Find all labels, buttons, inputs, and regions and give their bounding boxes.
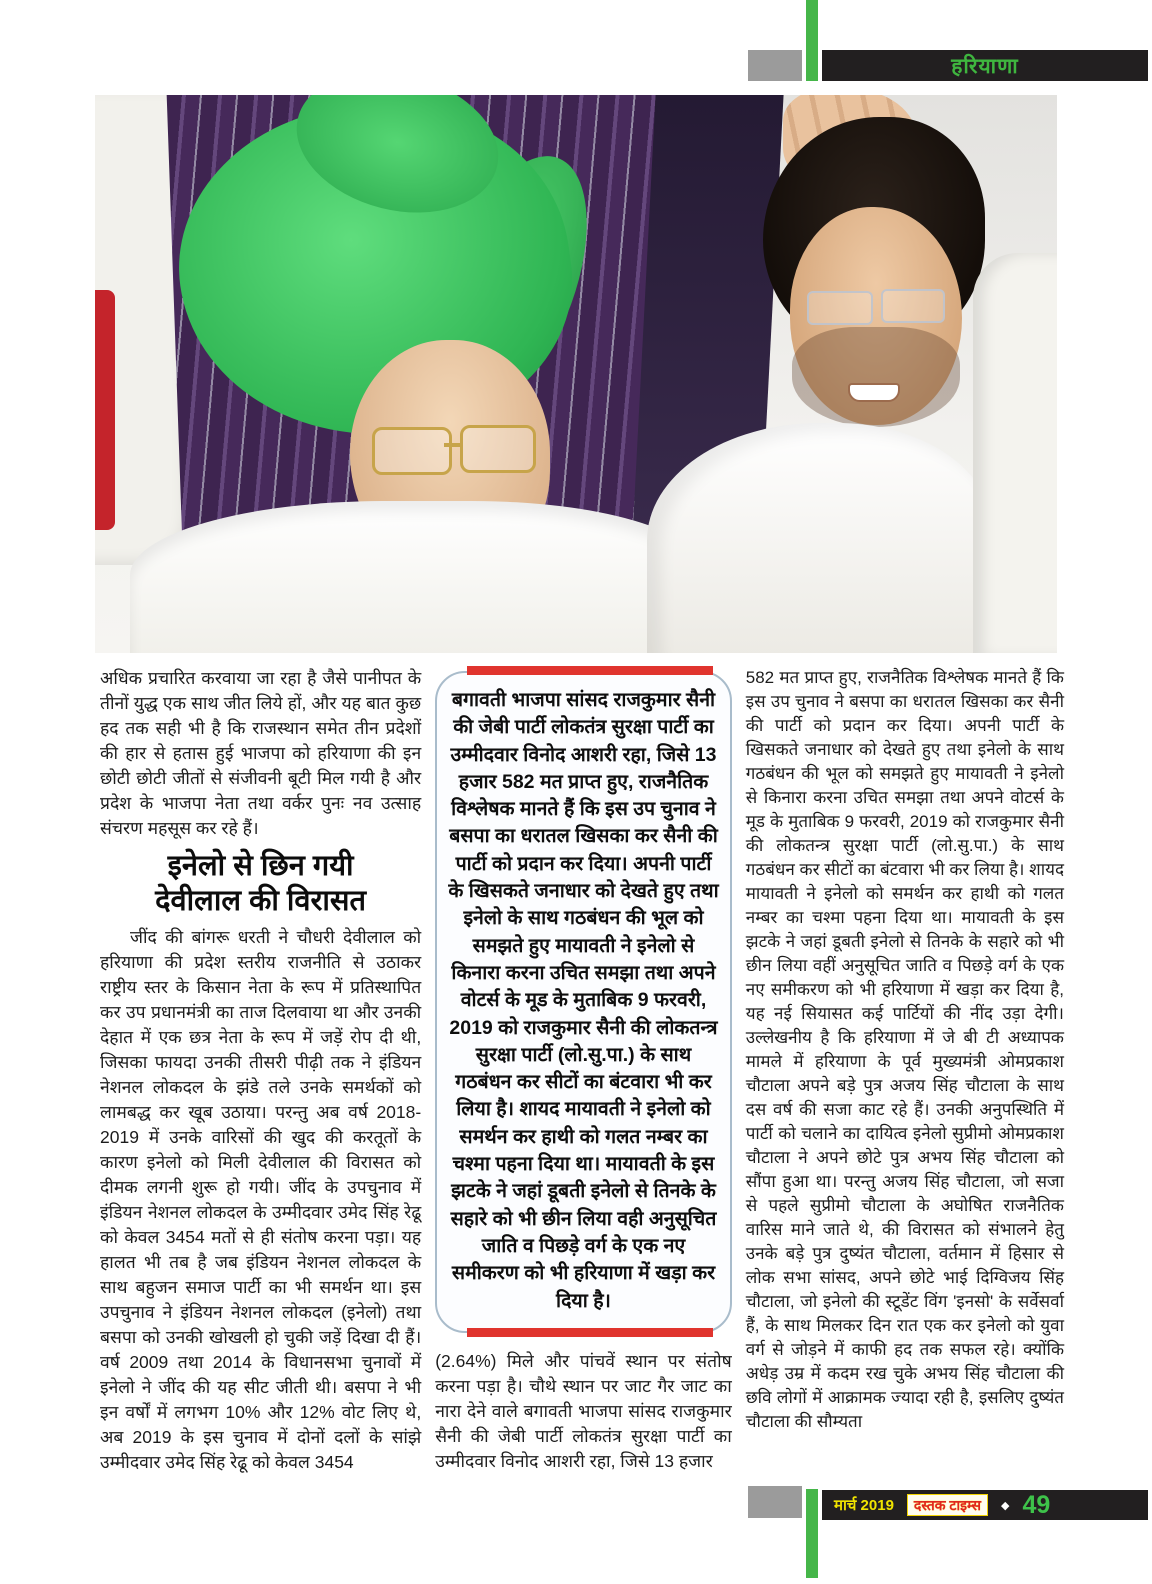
magazine-logo: दस्तक टाइम्स	[907, 1494, 988, 1516]
pullquote-top-rule	[467, 666, 713, 675]
col1-paragraph-2: जींद की बांगरू धरती ने चौधरी देवीलाल को हरियाणा की प्रदेश स्तरीय राजनीति से उठाकर राष्ट्रीय स्तर के किसान नेता के रूप में प्रतिस्थापित कर उप प्रधानमंत्री का ताज दिलवाया था और उनकी देहात में एक छत्र नेता के रूप में जड़ें रोप दी थी, जिसका फायदा उनकी तीसरी पीढ़ी तक ने इंडियन नेशनल लोकदल के झंडे तले उनके समर्थकों को लामबद्ध कर खूब उठाया। परन्तु अब वर्ष 2018-2019 में उनके वारिसों की खुद की करतूतों के कारण इनेलो को मिली देवीलाल की विरासत को दीमक लगनी शुरू हो गयी। जींद के उपचुनाव में इंडियन नेशनल लोकदल के उम्मीदवार उमेद सिंह रेढू को केवल 3454 मतों से ही संतोष करना पड़ा। यह हालत भी तब है जब इंडियन नेशनल लोकदल के साथ बहुजन समाज पार्टी का भी समर्थन था। इस उपचुनाव ने इंडियन नेशनल लोकदल (इनेलो) तथा बसपा को उनकी खोखली हो चुकी जड़ें दिखा दी हैं। वर्ष 2009 तथा 2014 के विधानसभा चुनावों में इनेलो ने जींद की यह सीट जीती थी। बसपा ने भी इन वर्षों में लगभग 10% और 12% वोट लिए थे, अब 2019 के इस चुनाव में दोनों दलों के सांझे उम्मीदवार उमेद सिंह रेढू को केवल 3454	[100, 927, 422, 1472]
photo-young-man-beard	[792, 327, 960, 427]
section-title: हरियाणा	[951, 54, 1019, 78]
col2-paragraph: (2.64%) मिले और पांचवें स्थान पर संतोष करना पड़ा है। चौथे स्थान पर जाट गैर जाट का नारा देने वाले बगावती भाजपा सांसद राजकुमार सैनी की जेबी पार्टी लोकतंत्र सुरक्षा पार्टी का उम्मीदवार विनोद आशरी रहा, जिसे 13 हजार	[435, 1350, 732, 1471]
pullquote-bottom-rule	[467, 1328, 713, 1337]
page-number: 49	[1022, 1490, 1051, 1519]
photo-elder-glasses-bridge	[444, 443, 462, 447]
photo-red-flag	[95, 290, 115, 530]
article-body	[100, 666, 1064, 1475]
header-green-bar	[806, 0, 818, 81]
heading-line-2: देवीलाल की विरासत	[155, 885, 367, 917]
photo-background-person-right	[973, 253, 1057, 653]
photo-young-glasses-left	[807, 291, 873, 325]
col1-paragraph-1: अधिक प्रचारित करवाया जा रहा है जैसे पानीपत के तीनों युद्ध एक साथ जीत लिये हों, और यह बात कुछ हद तक सही भी है कि राजस्थान समेत तीन प्रदेशों की हार से हतास हुई भाजपा को हरियाणा की इन छोटी छोटी जीतों से संजीवनी बूटी मिल गयी है और प्रदेश के भाजपा नेता तथा वर्कर पुनः नव उत्साह संचरण महसूस कर रहे हैं।	[100, 668, 422, 838]
article-heading	[100, 849, 421, 919]
diamond-icon: ◆	[1001, 1499, 1010, 1512]
column-3	[746, 666, 1064, 1475]
footer-green-bar	[806, 1489, 818, 1578]
photo-young-man-smile	[848, 383, 900, 402]
heading-line-1: इनेलो से छिन गयी	[167, 850, 354, 882]
footer-bar	[822, 1490, 1148, 1520]
photo-young-white-shirt	[647, 423, 992, 653]
article-photo	[95, 95, 1057, 653]
photo-elder-white-kurta	[130, 501, 700, 653]
photo-elder-glasses-left	[372, 427, 452, 475]
footer-gray-block	[748, 1486, 802, 1518]
column-1	[100, 666, 421, 1475]
section-header-bar	[822, 50, 1148, 81]
issue-date: मार्च 2019	[834, 1497, 894, 1514]
photo-elder-glasses-right	[460, 425, 536, 473]
header-gray-block	[748, 50, 802, 81]
col3-paragraph: 582 मत प्राप्त हुए, राजनैतिक विश्लेषक मानते हैं कि इस उप चुनाव ने बसपा का धरातल खिसका कर सैनी की पार्टी को प्रदान कर दिया। अपनी पार्टी के खिसकते जनाधार को देखते हुए तथा इनेलो के साथ गठबंधन की भूल को समझते हुए मायावती ने इनेलो से किनारा करना उचित समझा तथा अपने वोटर्स के मूड के मुताबिक 9 फरवरी, 2019 को राजकुमार सैनी की लोकतन्त्र सुरक्षा पार्टी (लो.सु.पा.) के साथ गठबंधन कर सीटों का बंटवारा भी कर लिया है। शायद मायावती ने इनेलो को समर्थन कर हाथी को गलत नम्बर का चश्मा पहना दिया था। मायावती के इस झटके ने जहां डूबती इनेलो से तिनके के सहारे को भी छीन लिया वहीं अनुसूचित जाति व पिछड़े वर्ग के एक नए समीकरण को भी हरियाणा में खड़ा कर दिया है, यह नई सियासत कई पार्टियों की नींद उड़ा देगी। उल्लेखनीय है कि हरियाणा में जे बी टी अध्यापक मामले में हरियाणा के पूर्व मुख्यमंत्री ओमप्रकाश चौटाला अपने बड़े पुत्र अजय सिंह चौटाला के साथ दस वर्ष की सजा काट रहे हैं। उनकी अनुपस्थिति में पार्टी को चलाने का दायित्व इनेलो सुप्रीमो ओमप्रकाश चौटाला ने अपने छोटे पुत्र अभय सिंह चौटाला को सौंपा हुआ था। परन्तु अजय सिंह चौटाला, जो सजा से पहले सुप्रीमो चौटाला के अघोषित राजनैतिक वारिस माने जाते थे, की विरासत को संभालने हेतु उनके बड़े पुत्र दुष्यंत चौटाला, वर्तमान में हिसार से लोक सभा सांसद, अपने छोटे भाई दिग्विजय सिंह चौटाला, जो इनेलो की स्टूडेंट विंग 'इनसो' के सर्वेसर्वा हैं, के साथ मिलकर दिन रात एक कर इनेलो को युवा वर्ग से जोड़ने में काफी हद तक सफल रहे। क्योंकि अधेड़ उम्र में कदम रख चुके अभय सिंह चौटाला की छवि लोगों में आक्रामक ज्यादा रही है, इसलिए दुष्यंत चौटाला की सौम्यता	[745, 668, 1065, 1431]
photo-young-glasses-right	[881, 289, 945, 323]
pullquote-box: बगावती भाजपा सांसद राजकुमार सैनी की जेबी पार्टी लोकतंत्र सुरक्षा पार्टी का उम्मीदवार विनोद आशरी रहा, जिसे 13 हजार 582 मत प्राप्त हुए, राजनैतिक विश्लेषक मानते हैं कि इस उप चुनाव ने बसपा का धरातल खिसका कर सैनी की पार्टी को प्रदान कर दिया। अपनी पार्टी के खिसकते जनाधार को देखते हुए तथा इनेलो के साथ गठबंधन की भूल को समझते हुए मायावती ने इनेलो से किनारा करना उचित समझा तथा अपने वोटर्स के मूड के मुताबिक 9 फरवरी, 2019 को राजकुमार सैनी की लोकतन्त्र सुरक्षा पार्टी (लो.सु.पा.) के साथ गठबंधन कर सीटों का बंटवारा भी कर लिया है। शायद मायावती ने इनेलो को समर्थन कर हाथी को गलत नम्बर का चश्मा पहना दिया था। मायावती के इस झटके ने जहां डूबती इनेलो से तिनके के सहारे को भी छीन लिया वही अनुसूचित जाति व पिछड़े वर्ग के एक नए समीकरण को भी हरियाणा में खड़ा कर दिया है।	[435, 671, 732, 1333]
column-2	[435, 666, 732, 1475]
